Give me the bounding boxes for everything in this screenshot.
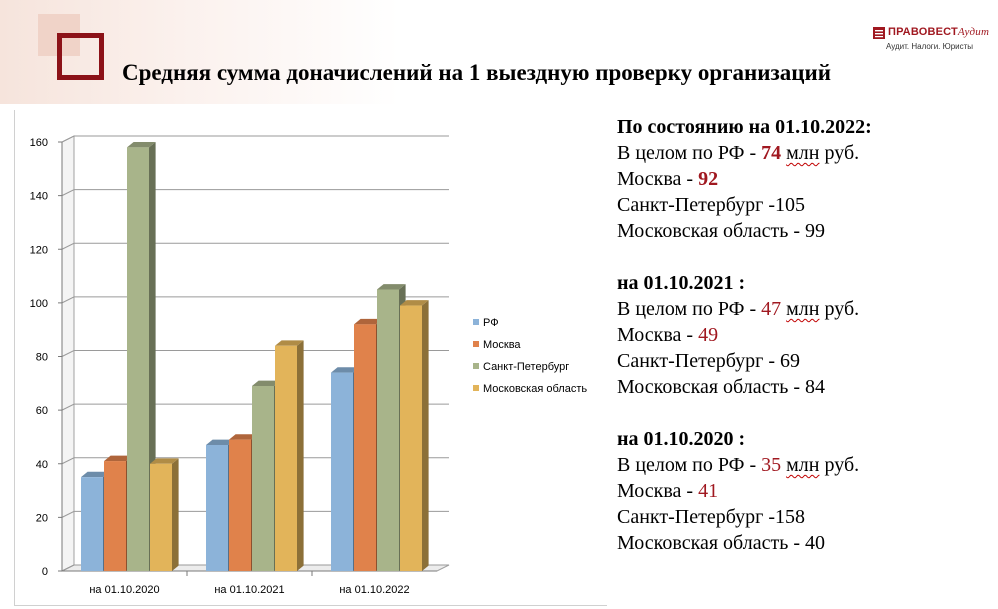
chart-y-tick-label: 160 bbox=[29, 137, 48, 149]
stats-rf-line bbox=[617, 140, 987, 166]
legend-label: Московская область bbox=[483, 383, 588, 395]
logo-mark-icon bbox=[872, 26, 886, 40]
chart-y-tick-label: 120 bbox=[29, 244, 48, 257]
stats-spb-line: Санкт-Петербург - 69 bbox=[617, 350, 800, 372]
stats-panel bbox=[617, 114, 987, 556]
stats-msk-prefix: Москва - bbox=[617, 168, 699, 190]
legend-label: Санкт-Петербург bbox=[483, 361, 570, 373]
stats-rf-unit: млн bbox=[786, 142, 820, 164]
stats-block-2022 bbox=[617, 114, 987, 244]
bar-front bbox=[400, 306, 422, 571]
stats-msk-line bbox=[617, 166, 987, 192]
stats-mo-line: Московская область - 99 bbox=[617, 220, 825, 242]
chart-gridline bbox=[62, 136, 449, 142]
bar-front bbox=[275, 346, 297, 571]
chart-gridline bbox=[62, 190, 449, 196]
stats-msk-value: 92 bbox=[698, 168, 719, 190]
stats-msk-value: 41 bbox=[698, 480, 719, 502]
stats-rf-prefix: В целом по РФ - bbox=[617, 298, 762, 320]
stats-msk-line bbox=[617, 322, 987, 348]
chart-y-tick-label: 0 bbox=[41, 566, 48, 578]
stats-rf-unit: млн bbox=[786, 298, 820, 320]
stats-rf-value: 35 bbox=[761, 454, 782, 476]
logo-name bbox=[888, 26, 989, 38]
bar-front bbox=[150, 464, 172, 571]
logo-name-italic: Аудит bbox=[957, 26, 990, 38]
stats-gap bbox=[617, 400, 987, 426]
bar-front bbox=[331, 373, 353, 571]
stats-msk-value: 49 bbox=[698, 324, 719, 346]
stats-spb-line: Санкт-Петербург -105 bbox=[617, 194, 805, 216]
chart-y-tick-label: 20 bbox=[35, 512, 48, 525]
bar-side bbox=[422, 300, 429, 571]
stats-msk-line bbox=[617, 478, 987, 504]
stats-spb-line: Санкт-Петербург -158 bbox=[617, 506, 805, 528]
stats-gap bbox=[617, 244, 987, 270]
stats-rf-prefix: В целом по РФ - bbox=[617, 454, 762, 476]
stats-rf-unit: млн bbox=[786, 454, 820, 476]
stats-rf-value: 47 bbox=[761, 298, 782, 320]
stats-mo-line: Московская область - 40 bbox=[617, 532, 825, 554]
legend-swatch bbox=[473, 341, 479, 347]
chart-y-tick-label: 40 bbox=[35, 458, 48, 471]
stats-rf-prefix: В целом по РФ - bbox=[617, 142, 762, 164]
bar-front bbox=[206, 445, 228, 571]
legend-label: РФ bbox=[483, 317, 499, 329]
bar-side bbox=[297, 340, 304, 571]
logo-name-main: ПРАВОВЕСТ bbox=[888, 26, 958, 38]
stats-rf-suffix: руб. bbox=[819, 142, 860, 164]
legend-label: Москва bbox=[483, 339, 521, 351]
chart-y-tick-label: 80 bbox=[35, 351, 48, 364]
chart-x-tick-label: на 01.10.2020 bbox=[89, 584, 160, 596]
header-band bbox=[0, 0, 998, 104]
bar-front bbox=[377, 289, 399, 571]
stats-msk-prefix: Москва - bbox=[617, 480, 699, 502]
bar-front bbox=[104, 461, 126, 571]
stats-heading: на 01.10.2020 : bbox=[617, 428, 746, 450]
stats-block-2021 bbox=[617, 270, 987, 400]
decorative-square-outline bbox=[57, 33, 104, 80]
bar-front bbox=[354, 324, 376, 571]
logo-tagline: Аудит. Налоги. Юристы bbox=[886, 42, 974, 51]
chart-y-tick-label: 60 bbox=[35, 405, 48, 418]
page-title: Средняя сумма доначислений на 1 выездную проверку организаций bbox=[122, 60, 832, 85]
chart-x-tick-label: на 01.10.2021 bbox=[214, 584, 285, 596]
legend-swatch bbox=[473, 319, 479, 325]
stats-heading: на 01.10.2021 : bbox=[617, 272, 746, 294]
stats-msk-prefix: Москва - bbox=[617, 324, 699, 346]
chart-y-tick-label: 140 bbox=[29, 190, 48, 203]
stats-heading: По состоянию на 01.10.2022: bbox=[617, 116, 872, 138]
stats-mo-line: Московская область - 84 bbox=[617, 376, 825, 398]
chart-panel bbox=[14, 110, 607, 606]
stats-rf-line bbox=[617, 452, 987, 478]
stats-rf-suffix: руб. bbox=[819, 298, 860, 320]
bar-front bbox=[81, 477, 103, 571]
stats-rf-value: 74 bbox=[761, 142, 782, 164]
legend-swatch bbox=[473, 385, 479, 391]
chart-gridline bbox=[62, 243, 449, 249]
stats-block-2020 bbox=[617, 426, 987, 556]
bar-front bbox=[127, 147, 149, 571]
bar-chart bbox=[15, 110, 607, 605]
legend-swatch bbox=[473, 363, 479, 369]
bar-front bbox=[229, 440, 251, 571]
bar-front bbox=[252, 386, 274, 571]
stats-rf-suffix: руб. bbox=[819, 454, 860, 476]
chart-x-tick-label: на 01.10.2022 bbox=[339, 584, 410, 596]
chart-y-tick-label: 100 bbox=[29, 297, 48, 310]
stats-rf-line bbox=[617, 296, 987, 322]
bar-side bbox=[172, 458, 179, 571]
